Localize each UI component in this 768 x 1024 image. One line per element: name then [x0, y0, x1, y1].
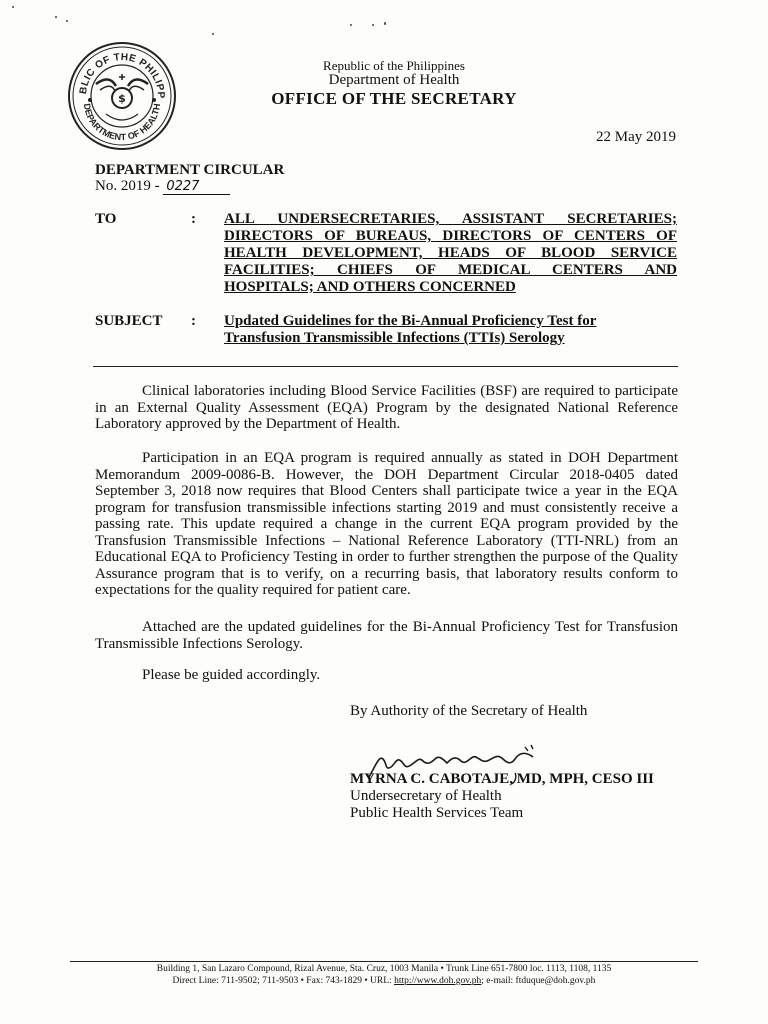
- scan-speck: [384, 22, 386, 25]
- circular-title: DEPARTMENT CIRCULAR: [95, 162, 285, 178]
- authority-line: By Authority of the Secretary of Health: [350, 703, 588, 719]
- header-department: Department of Health: [328, 72, 460, 88]
- to-label: TO: [95, 211, 117, 227]
- header-office: OFFICE OF THE SECRETARY: [271, 89, 517, 108]
- footer-divider: [70, 961, 698, 962]
- body-paragraph-4: Please be guided accordingly.: [142, 667, 321, 683]
- header-republic: Republic of the Philippines: [323, 58, 465, 73]
- body-paragraph-3: Attached are the updated guidelines for the Bi-Annual Proficiency Test for Transfusion Transmissible Infections Serology.: [95, 619, 678, 652]
- svg-text:$: $: [118, 92, 126, 105]
- scan-speck: [66, 20, 68, 22]
- svg-text:REPUBLIC OF THE PHILIPPINES: BLIC OF THE PHILIPP: [77, 51, 167, 99]
- document-date: 22 May 2019: [596, 129, 676, 145]
- subject-line-2: Transfusion Transmissible Infections (TTIs) Serology: [224, 330, 565, 346]
- svg-text:DEPARTMENT OF HEALTH: DEPARTMENT OF HEALTH: [81, 102, 163, 143]
- divider: [93, 366, 678, 367]
- circular-number-handwritten: 0227: [163, 179, 230, 195]
- signatory-team: Public Health Services Team: [350, 805, 524, 821]
- footer: [0, 963, 768, 987]
- subject-text: [224, 313, 677, 347]
- signatory-block: [350, 771, 654, 822]
- circular-number: [95, 178, 230, 195]
- signatory-title: Undersecretary of Health: [350, 788, 502, 804]
- scan-speck: [372, 24, 374, 26]
- body-paragraph-1: Clinical laboratories including Blood Service Facilities (BSF) are required to participate in an External Quality Assessment (EQA) Program by the designated National Reference Laboratory approved by the Department of Health.: [95, 383, 678, 432]
- subject-label: SUBJECT: [95, 313, 163, 329]
- to-colon: :: [191, 211, 196, 227]
- footer-contacts: [0, 975, 768, 987]
- subject-line-1: Updated Guidelines for the Bi-Annual Proficiency Test for: [224, 313, 597, 329]
- signatory-name: MYRNA C. CABOTAJE, MD, MPH, CESO III: [350, 771, 654, 787]
- body-paragraph-2: Participation in an EQA program is required annually as stated in DOH Department Memorandum 2009-0086-B. However, the DOH Department Circular 2018-0405 dated September 3, 2018 now requires that Blood Centers shall participate twice a year in the EQA program for transfusion transmissible infections starting 2019 and must consistently receive a passing rate. This update required a change in the current EQA program provided by the Transfusion Transmissible Infections – National Reference Laboratory (TTI-NRL) from an Educational EQA to Proficiency Testing in order to further strengthen the purpose of the Quality Assurance program that is to verify, on a recurring basis, that laboratory results conform to expectations for the quality required for patient care.: [95, 450, 678, 598]
- footer-phone-fax: Direct Line: 711-9502; 711-9503 • Fax: 743-1829 • URL:: [172, 976, 395, 986]
- scan-speck: [12, 6, 14, 8]
- to-recipients: ALL UNDERSECRETARIES, ASSISTANT SECRETARIES; DIRECTORS OF BUREAUS, DIRECTORS OF CENTERS OF HEALTH DEVELOPMENT, HEADS OF BLOOD SERVICE FACILITIES; CHIEFS OF MEDICAL CENTERS AND HOSPITALS; AND OTHERS CONCERNED: [224, 211, 677, 295]
- scan-speck: [350, 24, 352, 26]
- scan-speck: [212, 33, 214, 35]
- circular-number-prefix: No. 2019 -: [95, 178, 164, 194]
- footer-address: Building 1, San Lazaro Compound, Rizal Avenue, Sta. Cruz, 1003 Manila • Trunk Line 651-7800 loc. 1113, 1108, 1135: [156, 964, 612, 974]
- footer-url-link[interactable]: http://www.doh.gov.ph: [394, 976, 482, 986]
- scan-speck: [55, 16, 57, 18]
- subject-colon: :: [191, 313, 196, 329]
- footer-email: ; e-mail: ftduque@doh.gov.ph: [481, 976, 596, 986]
